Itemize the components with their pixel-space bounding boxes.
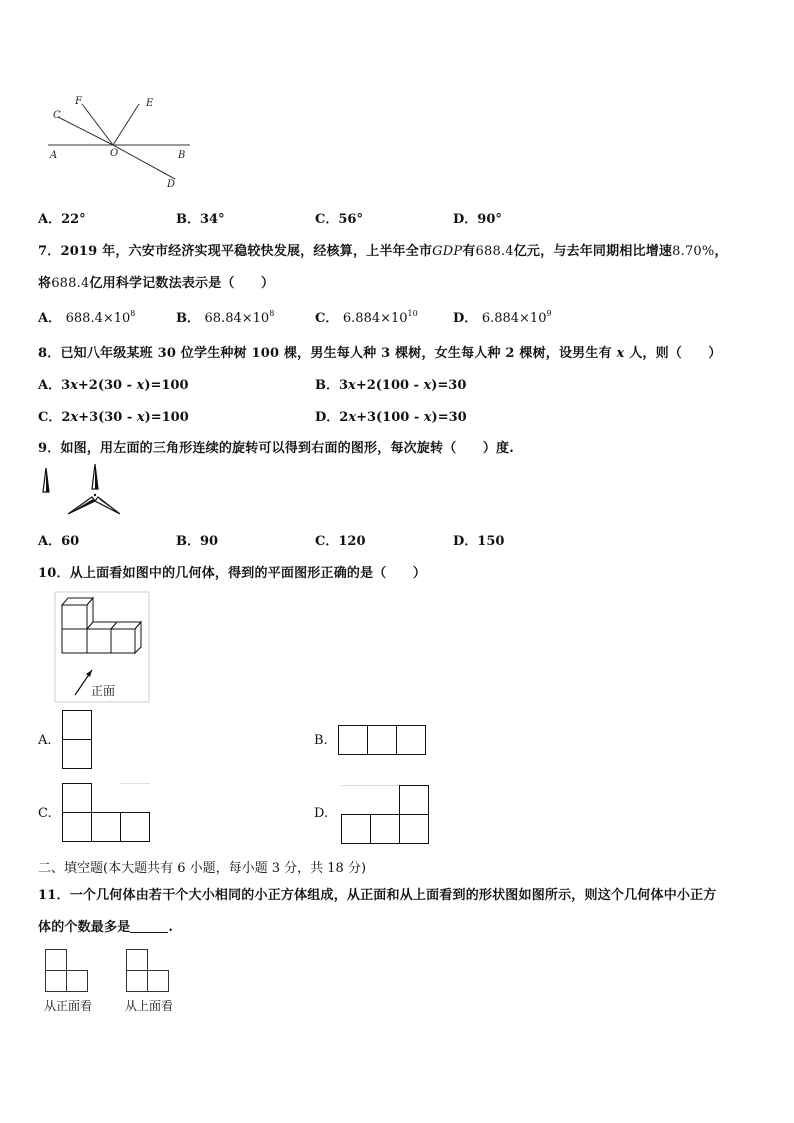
q9-option-b[interactable]: B．90 — [176, 534, 219, 549]
q7-option-b[interactable] — [176, 307, 274, 326]
q9-option-d[interactable]: D．150 — [453, 534, 505, 549]
q11-line2 — [38, 916, 173, 935]
q8-option-d-b: +3(100 - — [356, 410, 424, 425]
q8-option-c-label: C． — [38, 410, 62, 425]
q7-option-a-mantissa: 688.4×10 — [65, 311, 131, 326]
q8-option-a-label: A． — [38, 378, 62, 393]
solid-figure — [55, 592, 149, 702]
rotated-triangles — [68, 464, 120, 514]
q6-option-d[interactable]: D．90° — [453, 212, 502, 227]
q7-line1 — [38, 240, 728, 259]
front-caption: 正面 — [91, 684, 116, 698]
q7-option-c-exp: 10 — [407, 309, 418, 318]
q8-option-a-c: )=100 — [144, 378, 189, 393]
q8-option-c-b: +3(30 - — [78, 410, 137, 425]
q10-option-a[interactable]: A. — [38, 733, 52, 748]
label-f: F — [75, 96, 82, 107]
q8-option-d-a: 2 — [339, 410, 349, 425]
q7-option-a-exp: 8 — [130, 309, 136, 318]
q7-option-d-label: D． — [453, 311, 478, 326]
q10-option-c[interactable]: C. — [38, 806, 52, 821]
q6-option-b[interactable]: B．34° — [176, 212, 225, 227]
q11-text-a: 体的个数最多是 — [38, 920, 131, 935]
label-o: O — [110, 148, 119, 159]
label-d: D — [167, 179, 176, 190]
q10-option-b-figure — [338, 725, 430, 757]
q7-option-b-label: B． — [176, 311, 200, 326]
q8-option-c-x1: x — [70, 410, 79, 425]
q7-text-a: 7．2019 年，六安市经济实现平稳较快发展，经核算，上半年全市 — [38, 244, 433, 259]
q6-option-a[interactable]: A．22° — [38, 212, 86, 227]
q8-option-d-c: )=30 — [431, 410, 467, 425]
q8-question — [38, 342, 722, 361]
q8-option-b[interactable] — [315, 374, 466, 393]
label-e: E — [146, 98, 154, 109]
q7-text-c: 亿元，与去年同期相比增速 — [513, 244, 673, 259]
q8-option-a-x2: x — [136, 378, 145, 393]
q7-option-d-mantissa: 6.884×10 — [481, 311, 547, 326]
q8-option-d-label: D． — [315, 410, 340, 425]
q7-value2: 688.4 — [51, 276, 90, 291]
q8-var: x — [616, 346, 625, 361]
q9-question: 9．如图，用左面的三角形连续的旋转可以得到右面的图形，每次旋转（ ）度. — [38, 441, 514, 456]
ray-oc — [58, 117, 113, 145]
q8-option-a-x1: x — [70, 378, 78, 393]
q7-option-c[interactable] — [315, 307, 418, 326]
q7-option-b-mantissa: 68.84×10 — [204, 311, 270, 326]
q6-option-c[interactable]: C．56° — [315, 212, 363, 227]
q11-text-b: . — [168, 920, 174, 935]
q8-option-c-a: 2 — [61, 410, 71, 425]
q7-option-c-label: C． — [315, 311, 339, 326]
q10-question: 10．从上面看如图中的几何体，得到的平面图形正确的是（ ） — [38, 566, 427, 581]
q8-option-a-b: +2(30 - — [77, 378, 137, 393]
q8-option-d-x2: x — [423, 410, 432, 425]
q7-option-d-exp: 9 — [546, 309, 552, 318]
q11-line1: 11．一个几何体由若干个大小相同的小正方体组成，从正面和从上面看到的形状图如图所示，则这个几何体中小正方 — [38, 888, 717, 903]
single-triangle-shade — [46, 468, 49, 492]
q7-text-d: ， — [714, 244, 728, 259]
q7-text-f: 亿用科学记数法表示是（ ） — [89, 276, 275, 291]
q8-option-b-b: +2(100 - — [355, 378, 424, 393]
ray-od — [113, 145, 175, 179]
q8-option-c-c: )=100 — [144, 410, 189, 425]
q8-option-b-x2: x — [423, 378, 432, 393]
q7-option-a[interactable] — [38, 307, 135, 326]
q8-option-d[interactable] — [315, 406, 467, 425]
q8-option-b-label: B． — [315, 378, 339, 393]
ray-oe — [113, 104, 139, 145]
ray-of — [82, 104, 113, 145]
q8-option-a[interactable] — [38, 374, 189, 393]
front-view-caption: 从正面看 — [44, 999, 93, 1013]
q8-option-b-c: )=30 — [431, 378, 467, 393]
q9-option-c[interactable]: C．120 — [315, 534, 366, 549]
q10-option-d[interactable]: D. — [314, 806, 329, 821]
q11-front-view — [44, 948, 108, 1014]
q10-option-d-figure — [341, 785, 433, 847]
q8-option-d-x1: x — [348, 410, 357, 425]
label-a: A — [50, 150, 58, 161]
q8-text-b: 人，则（ ） — [629, 346, 722, 361]
label-c: C — [53, 110, 61, 121]
q8-option-b-a: 3 — [339, 378, 349, 393]
rotation-figure — [38, 462, 128, 520]
q7-option-a-label: A． — [38, 311, 62, 326]
answer-blank[interactable] — [130, 920, 168, 933]
section-title: 二、填空题(本大题共有 6 小题，每小题 3 分，共 18 分) — [38, 861, 367, 876]
q8-option-c-x2: x — [136, 410, 145, 425]
q7-line2 — [38, 272, 274, 291]
q11-top-view — [125, 948, 189, 1014]
q7-rate: 8.70% — [672, 244, 715, 259]
label-b: B — [178, 150, 186, 161]
q7-text-e: 将 — [38, 276, 52, 291]
q10-option-c-figure — [62, 783, 154, 845]
q9-option-a[interactable]: A．60 — [38, 534, 80, 549]
q7-gdp: GDP — [432, 244, 463, 259]
q8-text-a: 8．已知八年级某班 30 位学生种树 100 棵，男生每人种 3 棵树，女生每人种 2 棵树，设男生有 — [38, 346, 612, 361]
top-view-caption: 从上面看 — [125, 999, 174, 1013]
q7-option-b-exp: 8 — [269, 309, 275, 318]
q8-option-a-a: 3 — [61, 378, 71, 393]
q8-option-b-x1: x — [348, 378, 356, 393]
q7-option-c-mantissa: 6.884×10 — [342, 311, 408, 326]
q8-option-c[interactable] — [38, 406, 189, 425]
q7-option-d[interactable] — [453, 307, 552, 326]
q10-option-a-figure — [62, 710, 94, 770]
q10-option-b[interactable]: B. — [314, 733, 328, 748]
q7-text-b: 有 — [462, 244, 476, 259]
angle-figure — [40, 92, 200, 192]
q7-value1: 688.4 — [475, 244, 514, 259]
